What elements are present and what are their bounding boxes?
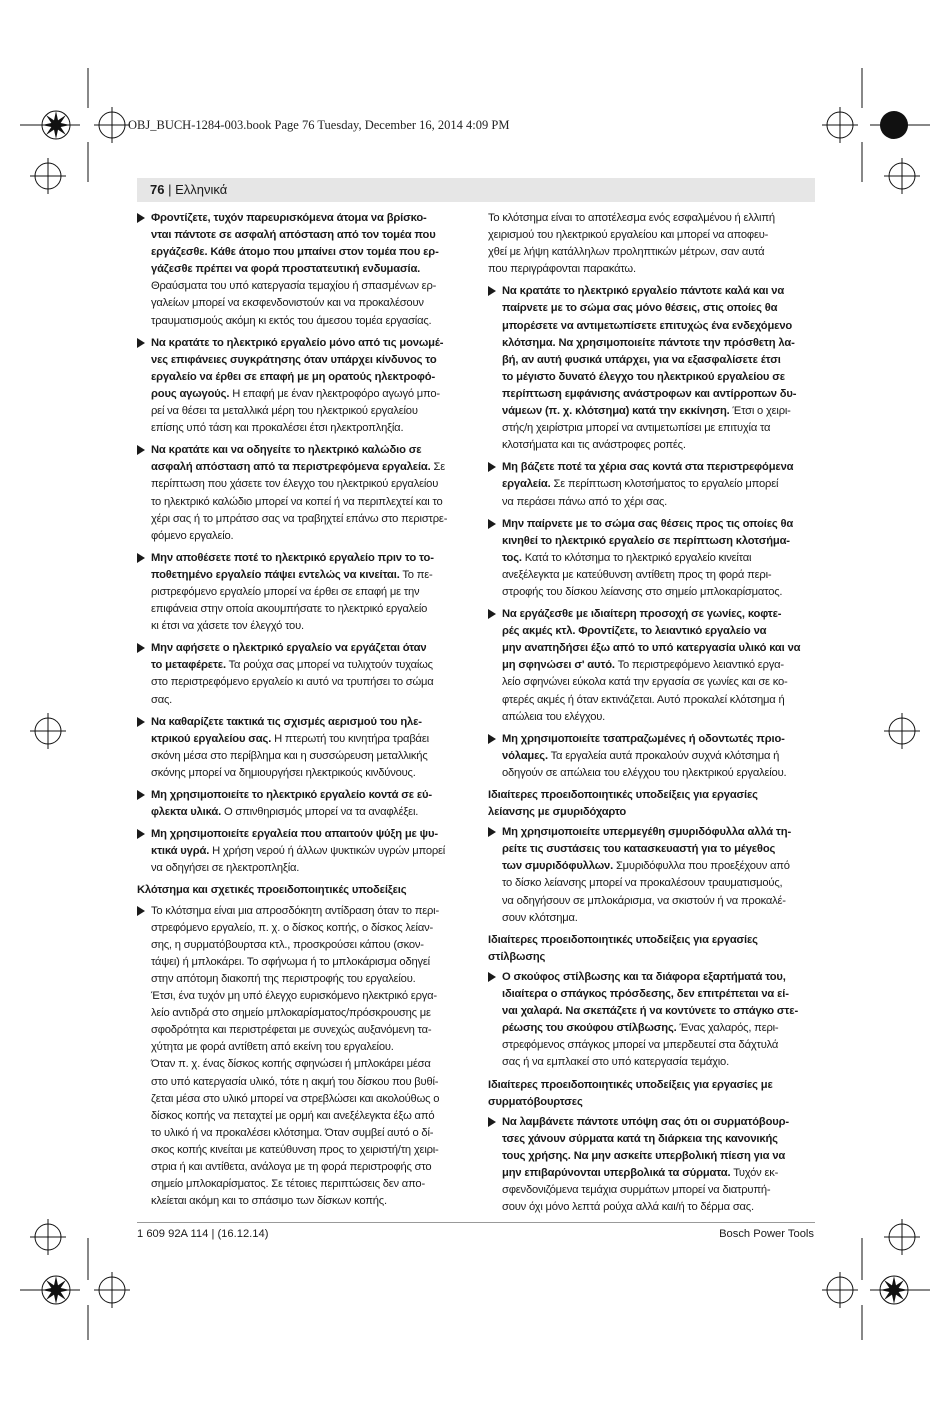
bullet-item [137,787,467,821]
text-line [137,731,467,748]
text-line [488,494,818,511]
bullet-triangle-icon [137,553,145,563]
text-line [137,210,467,227]
text-line [488,1148,818,1165]
page-number: 76 [150,182,165,197]
body-text: Θραύσματα του υπό κατεργασία τεμαχίου ή σπασμένων ερ- [151,280,437,293]
text-line [137,674,467,691]
bold-text: μπορέσετε να αντιμετωπίσετε επιτυχώς ένα ενδεχόμενο [502,319,793,332]
text-line [488,1199,818,1216]
text-line [488,1037,818,1054]
body-text: χέρι σας ή το μπράτσο σας να τραβηχτεί επάνω στο περιστρε- [151,512,448,525]
body-text: στροφής του δίσκου λείανσης στο σημείο μπλοκαρίσματος. [502,585,783,598]
text-line [488,1165,818,1182]
text-line [488,244,818,261]
text-line [137,1022,467,1039]
body-text: κλοτσήματα και τις ανάστροφες ροπές. [502,439,686,452]
body-text: που περιγράφονται παρακάτω. [488,263,636,276]
body-text: Το κλότσημα είναι μια απροσδόκητη αντίδραση όταν το περι- [151,904,439,917]
text-line [137,403,467,420]
body-text: το υλικό ή να προκαλέσει κλότσημα. Όταν συμβεί αυτό ο δί- [151,1126,434,1139]
bullet-item [488,824,818,927]
bullet-triangle-icon [137,790,145,800]
text-line [488,674,818,691]
bullet-triangle-icon [137,643,145,653]
body-text: να οδηγήσει σε ηλεκτροπληξία. [151,862,300,875]
body-text: απώλεια του ελέγχου. [502,710,606,723]
body-text: το δίσκο λείανσης μπορεί να προκαλέσουν τραυματισμούς, [502,877,783,890]
bold-text: Να κρατάτε το ηλεκτρικό εργαλείο πάντοτε καλά και να [502,285,785,298]
right-column [488,210,818,1221]
bullet-triangle-icon [488,462,496,472]
bullet-item [488,516,818,601]
text-line [488,516,818,533]
body-text: σφοδρότητα και περιστρέφεται με συνεχώς αυξανόμενη τα- [151,1024,432,1037]
body-text: σκόνη μέσα στο περίβλημα και η συσσώρευση μεταλλικής [151,749,428,762]
bold-text: Μη χρησιμοποιείτε υπερμεγέθη σμυριδόφυλλα αλλά τη- [502,826,792,839]
bold-text: των σμυριδόφυλλων. [502,860,614,873]
body-text: Ο σπινθηρισμός μπορεί να τα αναφλέξει. [221,806,419,819]
bullet-triangle-icon [488,734,496,744]
text-line [137,420,467,437]
section-heading [488,932,818,966]
text-line [137,1039,467,1056]
text-line [488,1077,818,1094]
bold-text: Μην αποθέσετε ποτέ το ηλεκτρικό εργαλείο πριν το το- [151,551,434,564]
body-text: φτερές ακμές ή όταν εκτινάζεται. Αυτό προκαλεί κλότσημα ή [502,693,785,706]
body-text: χθεί με λήψη κατάλληλων προληπτικών μέτρων, σαν αυτά [488,246,765,259]
text-line [137,313,467,330]
text-line [488,765,818,782]
bold-text: μην επιβαρύνονται υπερβολικά τα σύρματα. [502,1166,731,1179]
text-line [488,824,818,841]
body-text: τραυματισμούς ακόμη κι εκτός του άμεσου τομέα εργασίας. [151,314,432,327]
bullet-item [137,442,467,545]
text-line [488,1020,818,1037]
body-text: ανεξέλεγκτα με κατεύθυνση αντίθετη προς τη φορά περι- [502,568,772,581]
text-line [137,843,467,860]
text-line [137,335,467,352]
body-text: να οδηγήσουν σε μπλοκάρισμα, να σκιστούν ή να προκαλέ- [502,894,786,907]
bullet-item [137,210,467,330]
bold-text: Ιδιαίτερες προειδοποιητικές υποδείξεις για εργασίες με [488,1078,773,1091]
body-text: Έτσι, ένα τυχόν μη υπό έλεγχο ευρισκόμενο ηλεκτρικό εργα- [151,990,437,1003]
bold-text: γάζεσθε πρέπει να φορά προστατευτική ενδυμασία. [151,263,421,276]
body-text: φόμενο εργαλείο. [151,529,234,542]
body-text: Κατά το κλότσημα το ηλεκτρικό εργαλείο κινείται [521,551,752,564]
body-text: λείο αντιδρά στο σημείο μπλοκαρίσματος/πρόσκρουσης με [151,1007,431,1020]
text-line [137,804,467,821]
bullet-triangle-icon [488,827,496,837]
text-line [488,584,818,601]
bullet-triangle-icon [488,286,496,296]
body-text: σουν όχι μόνο λεπτά ρούχα αλλά και/ή το δέρμα σας. [502,1201,754,1214]
text-line [137,1056,467,1073]
text-line [488,709,818,726]
bullet-triangle-icon [488,1117,496,1127]
bullet-item [488,731,818,782]
bullet-item [137,550,467,635]
text-line [137,748,467,765]
bold-text: τσες χάνουν σύρματα κατά τη διάρκεια της κανονικής [502,1132,778,1145]
bullet-item [488,606,818,726]
text-line [137,971,467,988]
text-line [137,954,467,971]
body-text: δίσκος κοπής να πεταχτεί με ορμή και ανεξέλεγκτα έξω από [151,1109,435,1122]
text-line [137,227,467,244]
bold-text: ναι χαλαρά. Να σκεπάζετε ή να κοντύνετε το σπάγκο στε- [502,1005,799,1018]
text-line [488,949,818,966]
bold-text: ασφαλή απόσταση από τα περιστρεφόμενα εργαλεία. [151,461,431,474]
body-text: στρια ή και αντίθετα, ανάλογα με τη φορά περιστροφής στο [151,1160,432,1173]
bold-text: βή, αν αυτή φυσικά υπάρχει, για να εξασφαλίσετε έτσι [502,353,781,366]
bold-text: τους χρήσης. Να μην ασκείτε υπερβολική πίεση για να [502,1149,786,1162]
body-text: να περάσει πάνω από το χέρι σας. [502,495,668,508]
bold-text: Ο σκούφος στίλβωσης και τα διάφορα εξαρτήματά του, [502,970,786,983]
body-text: σουν κλότσημα. [502,911,578,924]
body-text: Έτσι ο χειρι- [729,405,791,418]
text-line [137,920,467,937]
text-line [488,420,818,437]
text-line [137,567,467,584]
text-line [488,318,818,335]
text-line [488,657,818,674]
text-line [137,692,467,709]
bold-text: περίπτωση εμφάνισης ανάστροφων και αντίρροπων δυ- [502,387,797,400]
file-slug: OBJ_BUCH-1284-003.book Page 76 Tuesday, December 16, 2014 4:09 PM [128,118,510,132]
bold-text: Μη χρησιμοποιείτε τσαπραζωμένες ή οδοντωτές πριο- [502,732,785,745]
text-line [137,442,467,459]
bullet-triangle-icon [137,213,145,223]
body-text: χύτητα με φορά αντίθετη από εκείνη του εργαλείου. [151,1041,394,1054]
text-line [137,584,467,601]
left-column [137,210,467,1215]
body-text: σας ή να εμπλακεί στο υπό κατεργασία τεμάχιο. [502,1056,729,1069]
text-line [488,386,818,403]
text-line [488,640,818,657]
text-line [137,640,467,657]
body-text: Το περιστρεφόμενο λειαντικό εργα- [614,659,784,672]
bullet-triangle-icon [488,519,496,529]
text-line [488,533,818,550]
body-text: Η πτερωτή του κινητήρα τραβάει [271,732,429,745]
body-text: επίσης υπό τάση και προκαλέσει έτσι ηλεκτροπληξία. [151,422,404,435]
body-text: Το κλότσημα είναι το αποτέλεσμα ενός εσφαλμένου ή ελλιπή [488,212,775,224]
bold-text: φλεκτα υλικά. [151,806,222,819]
text-line [137,386,467,403]
bold-text: Ιδιαίτερες προειδοποιητικές υποδείξεις για εργασίες [488,933,758,946]
header-bar [137,178,815,202]
body-text: Σε [430,461,446,474]
bullet-triangle-icon [137,906,145,916]
bold-text: κλότσημα. Να χρησιμοποιείτε πάντοτε την πρόσθετη λα- [502,336,795,349]
text-line [137,618,467,635]
bold-text: μη σφηνώσει σ' αυτό. [502,659,615,672]
section-heading [137,882,467,899]
body-text: Τυχόν εκ- [730,1166,779,1179]
header-language: Ελληνικά [175,182,228,197]
text-line [488,550,818,567]
text-line [488,731,818,748]
text-line [137,787,467,804]
text-line [137,244,467,261]
text-line [488,210,818,227]
text-line [488,969,818,986]
body-text: σης, η συρματόβουρτσα κτλ., προσκρούσει κάπου (σκον- [151,938,424,951]
text-line [137,1159,467,1176]
bold-text: εργαλείο να έρθει σε επαφή με μη ορατούς ηλεκτροφό- [151,370,436,383]
bold-text: νάμεων (π. χ. κλότσημα) κατά την εκκίνηση. [502,405,730,418]
text-line [137,1176,467,1193]
text-line [137,657,467,674]
bold-text: ρείτε τις συστάσεις του κατασκευαστή για το μέγεθος [502,843,776,856]
text-line [137,295,467,312]
body-text: στο περιστρεφόμενο εργαλείο κι αυτό να τρυπήσει το σώμα [151,676,434,689]
body-text: σημείο μπλοκαρίσματος. Σε τέτοιες περιπτώσεις δεν απο- [151,1178,425,1191]
bold-text: ιδιαίτερα ο σπάγκος πρόσδεσης, δεν επιτρέπεται να εί- [502,988,789,1001]
text-line [137,714,467,731]
body-text: Σε περίπτωση κλοτσήματος το εργαλείο μπορεί [550,478,779,491]
text-line [137,1091,467,1108]
text-line [137,860,467,877]
text-line [488,986,818,1003]
bullet-item [488,459,818,510]
bold-text: κτρικού εργαλείου σας. [151,732,272,745]
text-line [137,369,467,386]
body-text: γαλείων μπορεί να εκσφενδονιστούν και να προκαλέσουν [151,297,424,310]
bold-text: Μη χρησιμοποιείτε εργαλεία που απαιτούν ψύξη με ψυ- [151,828,438,841]
text-line [488,261,818,278]
bold-text: ρους αγωγούς. [151,387,230,400]
bold-text: Κλότσημα και σχετικές προειδοποιητικές υποδείξεις [137,884,407,897]
text-line [137,1142,467,1159]
bold-text: Μη βάζετε ποτέ τα χέρια σας κοντά στα περιστρεφόμενα [502,461,794,474]
body-text: επιφάνεια στην οποία ακουμπήσατε το ηλεκτρικό εργαλείο [151,603,428,616]
body-text: λείο σφηνώνει εύκολα κατά την εργασία σε γωνίες και σε κο- [502,676,788,689]
bullet-triangle-icon [137,338,145,348]
body-text: ζεται μέσα στο υλικό μπορεί να στρεβλώσει και ακολούθως ο [151,1092,440,1105]
text-line [488,893,818,910]
bold-text: Να κρατάτε και να οδηγείτε το ηλεκτρικό καλώδιο σε [151,444,422,457]
body-text: Τα εργαλεία αυτά προκαλούν συχνά κλότσημα ή [547,749,780,762]
body-text: περίπτωση που χάσετε τον έλεγχο του ηλεκτρικού εργαλείου [151,478,439,491]
text-line [137,1074,467,1091]
text-line [137,550,467,567]
page-header [150,182,227,197]
text-line [488,692,818,709]
text-line [137,903,467,920]
bold-text: Να εργάζεσθε με ιδιαίτερη προσοχή σε γωνίες, κοφτε- [502,608,782,621]
paragraph [488,210,818,278]
text-line [137,511,467,528]
bullet-item [137,714,467,782]
bold-text: ρές ακμές κτλ. Φροντίζετε, το λειαντικό εργαλείο να [502,625,767,638]
text-line [137,601,467,618]
text-line [137,882,467,899]
bold-text: Μην παίρνετε με το σώμα σας θέσεις προς τις οποίες θα [502,517,794,530]
text-line [137,494,467,511]
body-text: σφενδονιζόμενα τεμάχια συρμάτων μπορεί να διατρυπή- [502,1184,771,1197]
body-text: Τα ρούχα σας μπορεί να τυλιχτούν τυχαίως [225,659,433,672]
bullet-item [137,335,467,438]
text-line [488,606,818,623]
body-text: στής/η χειρίστρια μπορεί να αντιμετωπίσει με επιτυχία τα [502,422,771,435]
body-text: στρεφόμενο εργαλείο, π. χ. ο δίσκος κοπής, ο δίσκος λείαν- [151,921,434,934]
bullet-triangle-icon [488,609,496,619]
bold-text: Μην αφήσετε ο ηλεκτρικό εργαλείο να εργάζεται όταν [151,642,427,655]
text-line [488,227,818,244]
body-text: τάψει) ή μπλοκάρει. Το σφήνωμα ή το μπλοκάρισμα οδηγεί [151,955,430,968]
bold-text: Να κρατάτε το ηλεκτρικό εργαλείο μόνο από τις μονωμέ- [151,336,444,349]
text-line [488,623,818,640]
text-line [488,567,818,584]
body-text: στην απότομη διακοπή της περιστροφής του εργαλείου. [151,972,416,985]
text-line [488,369,818,386]
text-line [137,1108,467,1125]
bold-text: μην αναπηδήσει έξω από το υπό κατεργασία υλικό και να [502,642,801,655]
bold-text: λείανσης με σμυριδόχαρτο [488,806,627,819]
text-line [488,748,818,765]
text-line [137,988,467,1005]
text-line [488,1003,818,1020]
bullet-item [488,969,818,1072]
bold-text: το μεταφέρετε. [151,659,226,672]
body-text: Σμυριδόφυλλα που προεξέχουν από [613,860,790,873]
bold-text: κινηθεί το ηλεκτρικό εργαλείο σε περίπτωση κλοτσήμα- [502,534,790,547]
body-text: κι έτσι να χάσετε τον έλεγχό του. [151,620,304,633]
body-text: σκος κοπής κινείται με κατεύθυνση προς το χειριστή/τη χειρι- [151,1143,439,1156]
bullet-triangle-icon [137,829,145,839]
text-line [488,352,818,369]
body-text: κλείεται ακόμη και το σπάσιμο των δίσκων κοπής. [151,1195,387,1208]
bold-text: Να καθαρίζετε τακτικά τις σχισμές αερισμού του ηλε- [151,715,422,728]
text-line [488,875,818,892]
text-line [137,528,467,545]
text-line [137,476,467,493]
text-line [137,937,467,954]
text-line [488,283,818,300]
body-text: Το πε- [399,568,433,581]
body-text: το ηλεκτρικό καλώδιο μπορεί να κοπεί ή να περιπλεχτεί και το [151,495,443,508]
header-separator: | [164,182,176,197]
text-line [488,804,818,821]
text-line [488,1114,818,1131]
body-text: στο υπό κατεργασία υλικό, τότε η ακμή του δίσκου που βυθί- [151,1075,439,1088]
text-line [137,352,467,369]
bold-text: Φροντίζετε, τυχόν παρευρισκόμενα άτομα να βρίσκο- [151,212,427,224]
text-line [488,1182,818,1199]
section-heading [488,1077,818,1111]
body-text: Όταν π. χ. ένας δίσκος κοπής σφηνώσει ή μπλοκάρει μέσα [151,1058,431,1071]
body-text: χειρισμού του ηλεκτρικού εργαλείου και μπορεί να αποφευ- [488,229,769,242]
bold-text: το μέγιστο δυνατό έλεγχο του ηλεκτρικού εργαλείου σε [502,370,785,383]
body-text: Ένας χαλαρός, περι- [676,1022,779,1035]
body-text: σκόνης μπορεί να δημιουργήσει ηλεκτρικούς κινδύνους. [151,766,416,779]
bold-text: στίλβωσης [488,950,546,963]
bold-text: εργαλεία. [502,478,551,491]
bold-text: ρέωσης του σκούφου στίλβωσης. [502,1022,677,1035]
bold-text: Μη χρησιμοποιείτε το ηλεκτρικό εργαλείο κοντά σε εύ- [151,789,432,801]
bullet-item [137,903,467,1211]
text-line [137,459,467,476]
text-line [488,403,818,420]
text-line [488,841,818,858]
body-text: σας. [151,693,173,706]
footer-brand: Bosch Power Tools [719,1228,814,1240]
bold-text: ποθετημένο εργαλείο πάψει εντελώς να κινείται. [151,568,400,581]
bullet-item [137,826,467,877]
bold-text: κτικά υγρά. [151,845,210,858]
body-text: ριστρεφόμενο εργαλείο μπορεί να έρθει σε επαφή με την [151,585,420,598]
bold-text: Να λαμβάνετε πάντοτε υπόψη σας ότι οι συρματόβουρ- [502,1115,789,1128]
bullet-triangle-icon [137,445,145,455]
text-line [488,1131,818,1148]
body-text: ρεί να θέσει τα μεταλλικά μέρη του ηλεκτρικού εργαλείου [151,405,418,418]
bullet-item [488,283,818,454]
text-line [488,858,818,875]
bold-text: νται πάντοτε σε ασφαλή απόσταση από τον τομέα που [151,229,436,242]
bold-text: τος. [502,551,522,564]
body-text: στρεφόμενος σπάγκος μπορεί να μπερδευτεί στα δάχτυλά [502,1039,779,1052]
text-line [488,300,818,317]
text-line [488,1094,818,1111]
text-line [488,335,818,352]
text-line [488,910,818,927]
text-line [488,459,818,476]
bullet-triangle-icon [488,972,496,982]
bold-text: νόλαμες. [502,749,548,762]
text-line [137,278,467,295]
text-line [488,437,818,454]
text-line [137,1125,467,1142]
bold-text: Ιδιαίτερες προειδοποιητικές υποδείξεις για εργασίες [488,789,758,801]
text-line [488,787,818,804]
text-line [137,261,467,278]
body-text: Η χρήση νερού ή άλλων ψυκτικών υγρών μπορεί [209,845,446,858]
bold-text: νες επιφάνειες συγκράτησης όταν υπάρχει κίνδυνος το [151,353,437,366]
bold-text: εργάζεσθε. Κάθε άτομο που μπαίνει στον τομέα που ερ- [151,246,439,259]
bullet-item [137,640,467,708]
text-line [137,1005,467,1022]
body-text: οδηγούν σε απώλεια του ελέγχου του ηλεκτρικού εργαλείου. [502,766,787,779]
bold-text: συρματόβουρτσες [488,1095,583,1108]
text-line [137,826,467,843]
footer-doc-number: 1 609 92A 114 | (16.12.14) [137,1228,269,1240]
body-text: Η επαφή με έναν ηλεκτροφόρο αγωγό μπο- [229,387,440,400]
text-line [488,932,818,949]
footer-rule [137,1222,815,1223]
text-line [137,765,467,782]
bullet-item [488,1114,818,1217]
text-line [488,476,818,493]
bold-text: παίρνετε με το σώμα σας μόνο θέσεις, στις οποίες θα [502,302,778,315]
bullet-triangle-icon [137,717,145,727]
section-heading [488,787,818,821]
text-line [137,1193,467,1210]
text-line [488,1054,818,1071]
